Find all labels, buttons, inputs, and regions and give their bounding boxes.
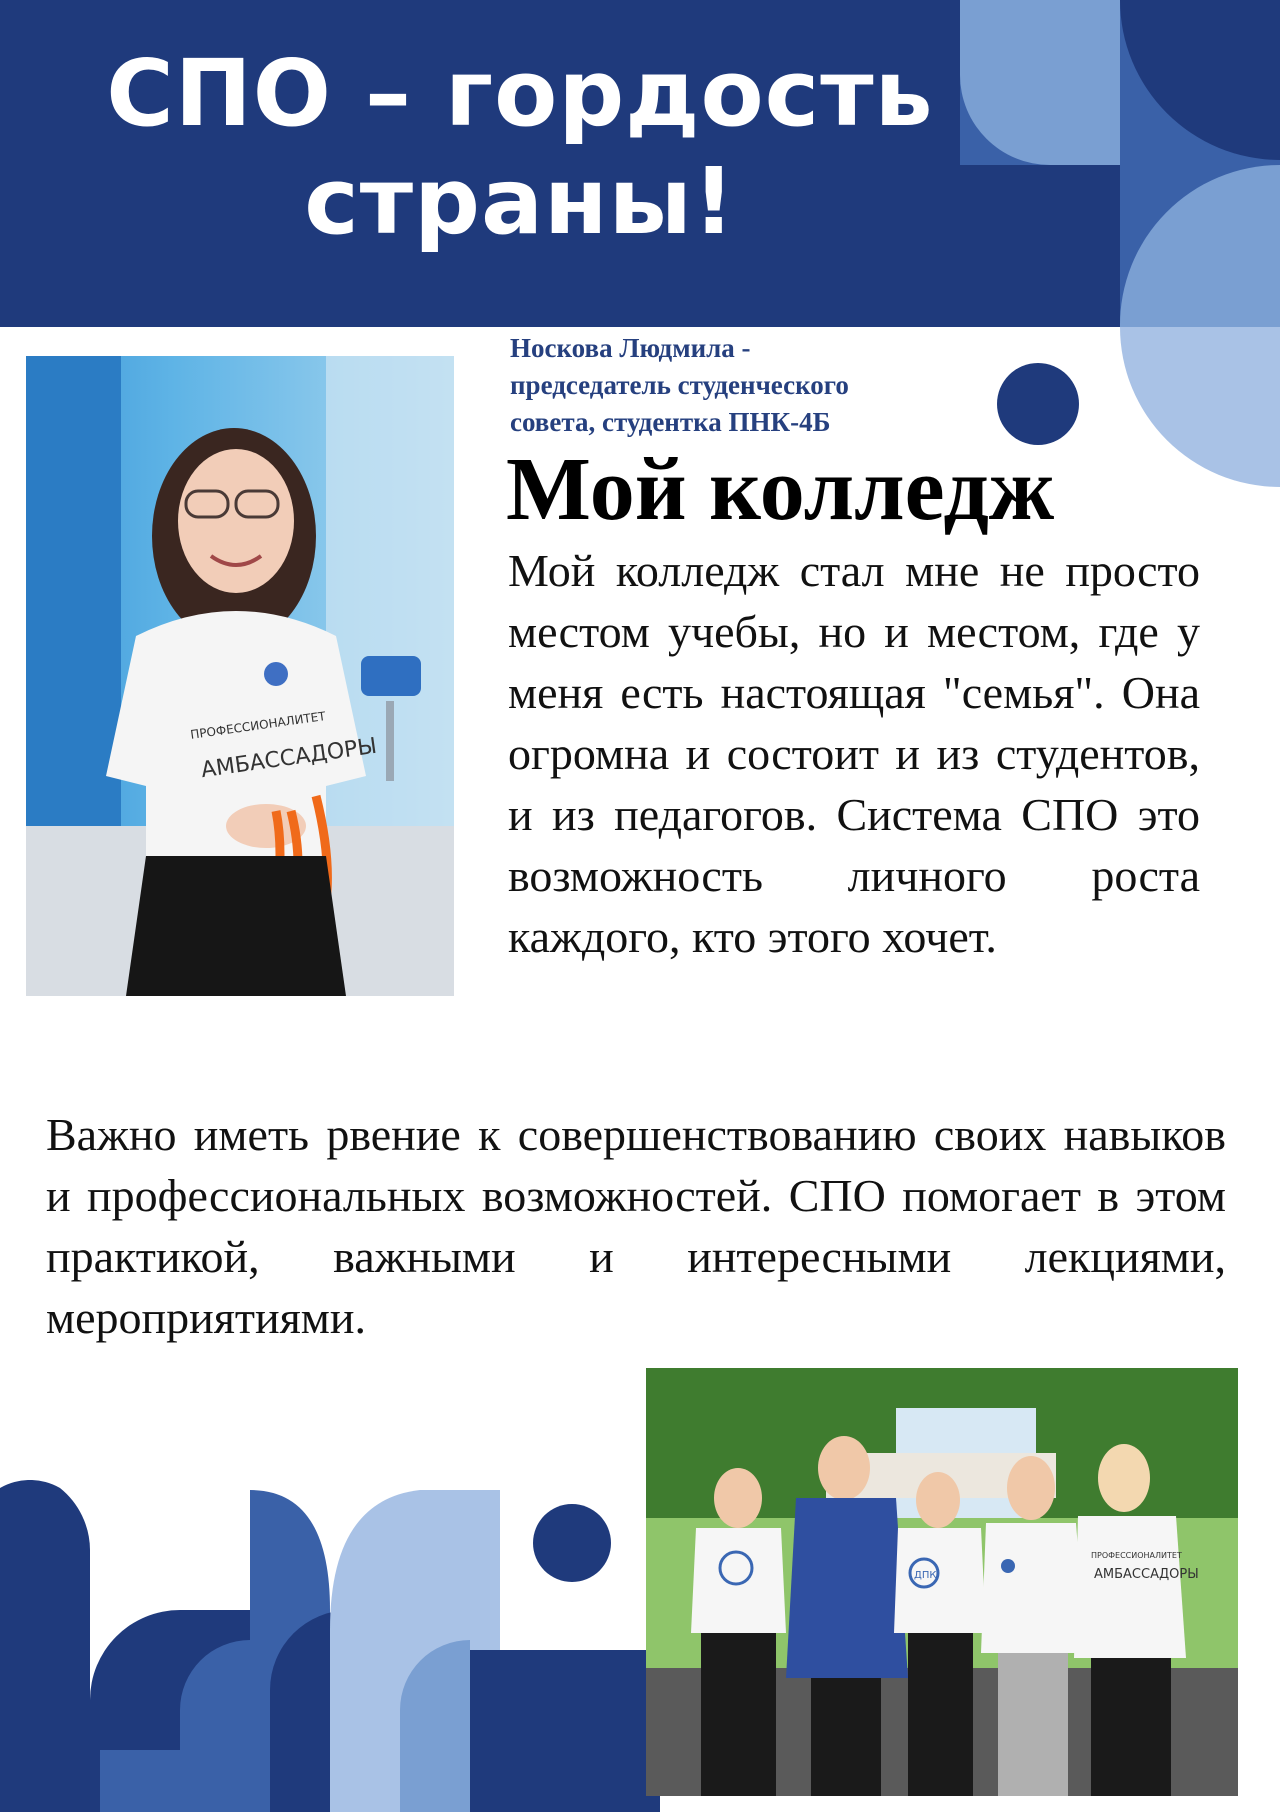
page-title [0, 40, 1040, 256]
decor-block-mid [100, 1750, 220, 1812]
shirt-text-1: ПРОФЕССИОНАЛИТЕТ [189, 709, 327, 742]
article-paragraph-1: Мой колледж стал мне не просто местом учебы, но и местом, где у меня есть настоящая "семья". Она огромна и состоит и из студентов, и из педагогов. Система СПО это возможность личного роста каждого, кто этого хочет. [508, 545, 1200, 962]
author-role: председатель студенческого [510, 370, 849, 400]
student-portrait-photo [26, 356, 454, 996]
decor-shapes-bottom-left [0, 1480, 660, 1812]
group-badge-text: ДПК [914, 1570, 937, 1581]
decor-dot-bottom [533, 1504, 611, 1582]
author-caption [510, 330, 970, 441]
decor-pillar-navy [0, 1480, 90, 1812]
decor-block-navy [470, 1650, 660, 1812]
author-name: Носкова Людмила - [510, 333, 751, 363]
title-line-2: страны! [304, 148, 736, 255]
decor-dot-top [996, 362, 1080, 446]
article-paragraph-2: Важно иметь рвение к совершенствованию своих навыков и профессиональных возможностей. СПО помогает в этом практикой, важными и интересными лекциями, мероприятиями. [46, 1109, 1226, 1343]
shirt-text-2: АМБАССАДОРЫ [199, 733, 379, 784]
article-heading: Мой колледж [506, 440, 1055, 539]
title-line-1: СПО – гордость [106, 40, 934, 147]
group-shirt-text-2: АМБАССАДОРЫ [1094, 1567, 1199, 1582]
group-photo [646, 1368, 1238, 1796]
group-shirt-text-1: ПРОФЕССИОНАЛИТЕТ [1091, 1551, 1182, 1560]
author-group: совета, студентка ПНК-4Б [510, 407, 831, 437]
